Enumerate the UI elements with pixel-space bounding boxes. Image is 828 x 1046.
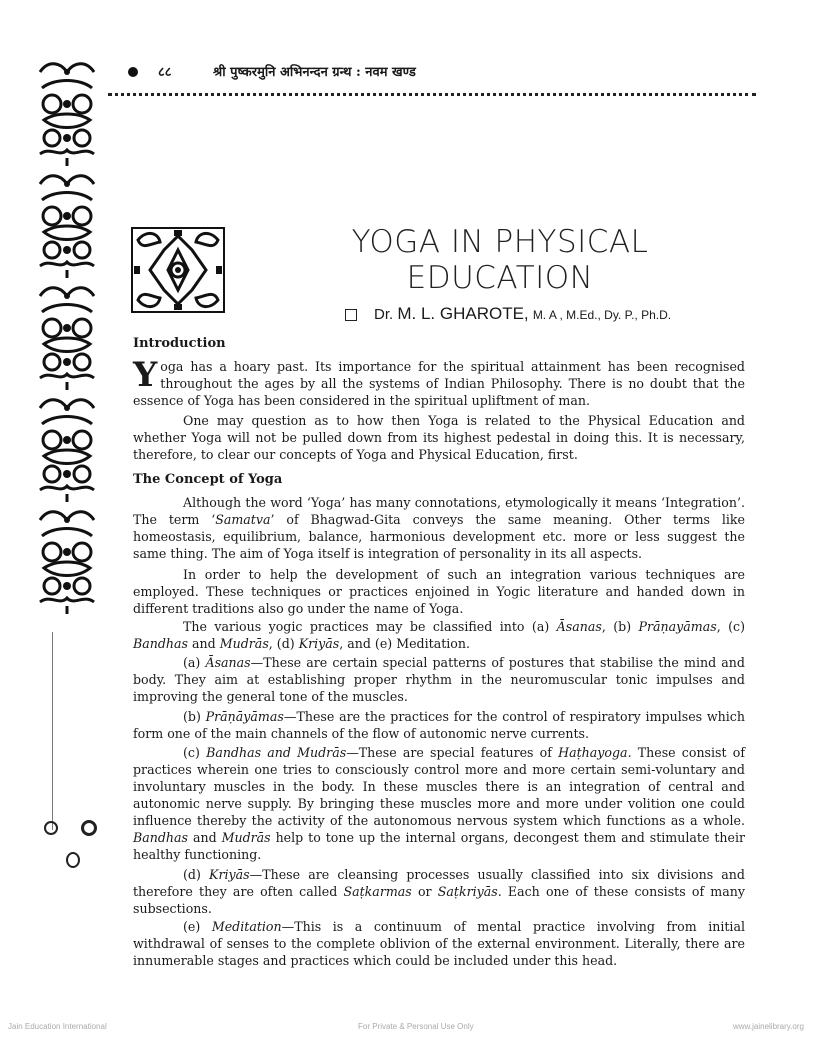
practice-asanas: (a) Āsanas—These are certain special patterns of postures that stabilise the mind and body. They aim at establishing proper rhythm in the neuromuscular tonic impulses and improving the general tone of the muscles. bbox=[133, 655, 745, 704]
journal-title: श्री पुष्करमुनि अभिनन्दन ग्रन्थ : नवम खण्ड bbox=[213, 65, 416, 80]
section-heading-introduction: Introduction bbox=[133, 336, 226, 351]
intro-paragraph-1: Yoga has a hoary past. Its importance for the spiritual attainment has been recognised throughout the ages by all the systems of Indian Philosophy. There is no doubt that the essence of Yoga has been considered in the spiritual upliftment of man. bbox=[133, 355, 745, 408]
floral-ornament-icon bbox=[34, 282, 100, 392]
concept-paragraph-2: In order to help the development of such an integration various techniques are employed. These techniques or practices enjoined in Yogic literature and handed down in different traditions also go under the name of Yoga. bbox=[133, 567, 745, 616]
practice-kriyas: (d) Kriyās—These are cleansing processes usually classified into six divisions and therefore they are often called Saṭkarmas or Saṭkriyās. Each one of these consists of many subsections. bbox=[133, 867, 745, 916]
title-ornament-icon bbox=[130, 226, 226, 314]
footer-center: For Private & Personal Use Only bbox=[358, 1022, 474, 1031]
practice-pranayamas: (b) Prāṇāyāmas—These are the practices for the control of respiratory impulses which form one of the main channels of the flow of autonomic nerve currents. bbox=[133, 709, 745, 741]
ring-icon bbox=[66, 852, 80, 868]
floral-ornament-icon bbox=[34, 506, 100, 616]
side-rule bbox=[52, 632, 53, 830]
intro-paragraph-2: One may question as to how then Yoga is related to the Physical Education and whether Yoga will not be pulled down from its highest pedestal in doing this. It is necessary, therefore, to clear our concepts of Yoga and Physical Education, first. bbox=[133, 413, 745, 462]
floral-ornament-icon bbox=[34, 58, 100, 168]
author-byline bbox=[374, 304, 671, 324]
drop-cap: Y bbox=[133, 355, 158, 395]
ring-icon bbox=[81, 820, 97, 836]
header-bullet bbox=[128, 67, 138, 77]
footer-right: www.jainelibrary.org bbox=[733, 1022, 804, 1031]
ring-icon bbox=[44, 821, 58, 835]
practice-meditation: (e) Meditation—This is a continuum of mental practice involving from initial withdrawal of senses to the complete oblivion of the external environment. Literally, there are innumerable stages and practices which could be included under this head. bbox=[133, 919, 745, 968]
left-ornament-border bbox=[34, 58, 100, 618]
floral-ornament-icon bbox=[34, 170, 100, 280]
footer-left: Jain Education International bbox=[8, 1022, 107, 1031]
section-heading-concept: The Concept of Yoga bbox=[133, 472, 283, 487]
author-degrees: M. A , M.Ed., Dy. P., Ph.D. bbox=[532, 308, 672, 322]
floral-ornament-icon bbox=[34, 394, 100, 504]
author-prefix: Dr. bbox=[374, 306, 394, 323]
concept-paragraph-1: Although the word ‘Yoga’ has many connotations, etymologically it means ‘Integration’. The term ‘Samatva’ of Bhagwad-Gita conveys the same meaning. Other terms like homeostasis, equilibrium, balance, harmonious development etc. more or less suggest the same thing. The aim of Yoga itself is integration of personality in its all aspects. bbox=[133, 495, 745, 561]
header-dotted-rule bbox=[108, 93, 756, 96]
page-number: ८८ bbox=[158, 65, 172, 80]
article-title bbox=[300, 224, 700, 296]
practice-bandhas-mudras: (c) Bandhas and Mudrās—These are special features of Haṭhayoga. These consist of practices wherein one tries to consciously control more and more certain semi-voluntary and involuntary muscles in the body. In these muscles there is an integration of central and autonomic nerve supply. By bringing these muscles more and more under volition one could influence thereby the activity of the autonomous nervous system which functions as a whole. Bandhas and Mudrās help to tone up the internal organs, decongest them and stimulate their healthy functioning. bbox=[133, 745, 745, 862]
article-title-line2: EDUCATION bbox=[406, 260, 594, 296]
author-name: M. L. GHAROTE, bbox=[397, 304, 529, 323]
article-title-line1: YOGA IN PHYSICAL bbox=[351, 224, 649, 260]
author-box-icon bbox=[345, 309, 357, 321]
concept-paragraph-3: The various yogic practices may be classified into (a) Āsanas, (b) Prāṇayāmas, (c) Bandhas and Mudrās, (d) Kriyās, and (e) Meditation. bbox=[133, 619, 746, 651]
